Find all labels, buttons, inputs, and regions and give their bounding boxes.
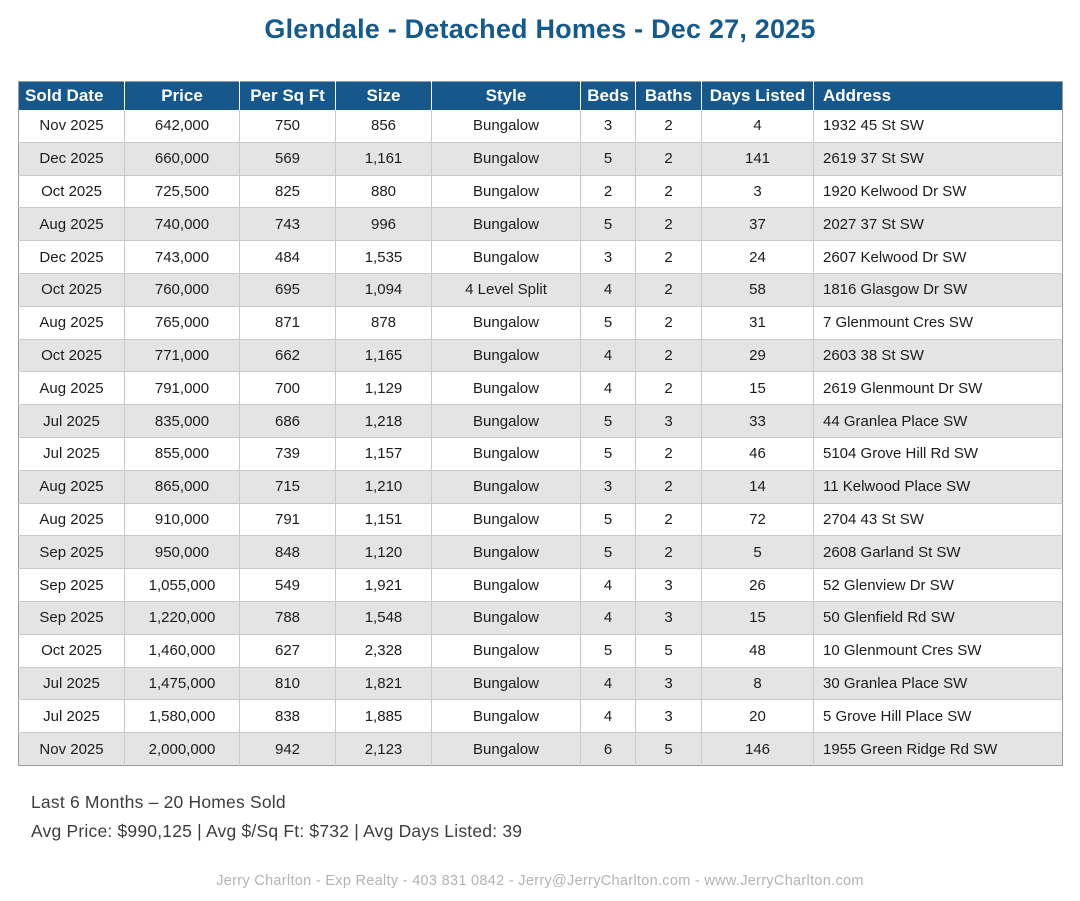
cell-days_listed: 15	[702, 372, 814, 405]
cell-sold_date: Jul 2025	[19, 405, 125, 438]
cell-days_listed: 26	[702, 569, 814, 602]
cell-sold_date: Sep 2025	[19, 601, 125, 634]
cell-baths: 2	[636, 536, 702, 569]
cell-price: 760,000	[125, 273, 240, 306]
cell-style: Bungalow	[432, 601, 581, 634]
cell-address: 2619 37 St SW	[814, 142, 1063, 175]
sales-table	[18, 81, 1063, 766]
cell-sold_date: Oct 2025	[19, 339, 125, 372]
cell-days_listed: 141	[702, 142, 814, 175]
cell-sold_date: Aug 2025	[19, 470, 125, 503]
cell-price: 835,000	[125, 405, 240, 438]
cell-beds: 4	[581, 601, 636, 634]
column-header-per_sq_ft: Per Sq Ft	[240, 82, 336, 110]
cell-days_listed: 4	[702, 110, 814, 143]
column-header-beds: Beds	[581, 82, 636, 110]
column-header-size: Size	[336, 82, 432, 110]
cell-beds: 3	[581, 241, 636, 274]
cell-address: 44 Granlea Place SW	[814, 405, 1063, 438]
cell-price: 1,580,000	[125, 700, 240, 733]
cell-per_sq_ft: 743	[240, 208, 336, 241]
cell-per_sq_ft: 825	[240, 175, 336, 208]
table-row	[19, 372, 1063, 405]
cell-size: 1,535	[336, 241, 432, 274]
cell-address: 2027 37 St SW	[814, 208, 1063, 241]
cell-days_listed: 48	[702, 634, 814, 667]
cell-sold_date: Dec 2025	[19, 241, 125, 274]
cell-beds: 5	[581, 503, 636, 536]
cell-days_listed: 14	[702, 470, 814, 503]
table-row	[19, 569, 1063, 602]
cell-style: Bungalow	[432, 241, 581, 274]
cell-beds: 4	[581, 339, 636, 372]
table-row	[19, 208, 1063, 241]
cell-beds: 4	[581, 372, 636, 405]
cell-address: 1955 Green Ridge Rd SW	[823, 740, 998, 758]
cell-per_sq_ft: 942	[240, 733, 336, 766]
cell-per_sq_ft: 750	[240, 110, 336, 143]
cell-size: 1,120	[336, 536, 432, 569]
cell-baths: 3	[636, 405, 702, 438]
table-row	[19, 241, 1063, 274]
cell-days_listed: 31	[702, 306, 814, 339]
cell-beds: 5	[581, 208, 636, 241]
cell-per_sq_ft: 715	[240, 470, 336, 503]
cell-beds: 3	[581, 470, 636, 503]
cell-sold_date: Nov 2025	[19, 733, 125, 766]
cell-size: 1,157	[336, 437, 432, 470]
cell-style: Bungalow	[432, 405, 581, 438]
cell-style: Bungalow	[432, 339, 581, 372]
cell-days_listed: 37	[702, 208, 814, 241]
table-row	[19, 306, 1063, 339]
column-header-price: Price	[125, 82, 240, 110]
cell-baths: 2	[636, 503, 702, 536]
column-header-days_listed: Days Listed	[702, 82, 814, 110]
table-row	[19, 601, 1063, 634]
cell-baths: 2	[636, 175, 702, 208]
cell-days_listed: 146	[702, 733, 814, 766]
summary-averages: Avg Price: $990,125 | Avg $/Sq Ft: $732 | Avg Days Listed: 39	[31, 820, 523, 841]
cell-price: 950,000	[125, 536, 240, 569]
report-page	[0, 14, 1080, 901]
cell-sold_date: Oct 2025	[19, 634, 125, 667]
table-row	[19, 503, 1063, 536]
cell-style: Bungalow	[432, 700, 581, 733]
cell-price: 1,460,000	[125, 634, 240, 667]
table-row	[19, 339, 1063, 372]
cell-address: 1816 Glasgow Dr SW	[814, 273, 1063, 306]
table-row	[19, 733, 1063, 766]
cell-per_sq_ft: 484	[240, 241, 336, 274]
cell-price: 2,000,000	[125, 733, 240, 766]
cell-style: Bungalow	[432, 503, 581, 536]
cell-address: 2704 43 St SW	[814, 503, 1063, 536]
cell-sold_date: Nov 2025	[19, 110, 125, 143]
table-row	[19, 700, 1063, 733]
cell-style: Bungalow	[432, 208, 581, 241]
cell-address: 10 Glenmount Cres SW	[814, 634, 1063, 667]
cell-price: 743,000	[125, 241, 240, 274]
cell-style: Bungalow	[432, 142, 581, 175]
cell-size: 1,218	[336, 405, 432, 438]
cell-beds: 3	[581, 110, 636, 143]
cell-size: 1,161	[336, 142, 432, 175]
cell-days_listed: 5	[702, 536, 814, 569]
cell-days_listed: 3	[702, 175, 814, 208]
cell-days_listed: 33	[702, 405, 814, 438]
cell-baths: 2	[636, 306, 702, 339]
cell-beds: 5	[581, 536, 636, 569]
table-row	[19, 470, 1063, 503]
table-row	[19, 634, 1063, 667]
cell-style: Bungalow	[432, 569, 581, 602]
cell-baths: 2	[636, 208, 702, 241]
cell-size: 1,094	[336, 273, 432, 306]
cell-sold_date: Aug 2025	[19, 208, 125, 241]
cell-sold_date: Oct 2025	[19, 175, 125, 208]
cell-size: 856	[336, 110, 432, 143]
summary-homes-sold: Last 6 Months – 20 Homes Sold	[31, 791, 286, 812]
cell-beds: 5	[581, 405, 636, 438]
cell-baths: 2	[636, 470, 702, 503]
cell-baths: 2	[636, 372, 702, 405]
cell-style: 4 Level Split	[432, 273, 581, 306]
cell-style: Bungalow	[432, 437, 581, 470]
cell-style: Bungalow	[432, 536, 581, 569]
cell-baths: 2	[636, 142, 702, 175]
cell-address: 1920 Kelwood Dr SW	[814, 175, 1063, 208]
cell-price: 660,000	[125, 142, 240, 175]
cell-size: 2,328	[336, 634, 432, 667]
cell-per_sq_ft: 627	[240, 634, 336, 667]
cell-size: 1,885	[336, 700, 432, 733]
cell-days_listed: 24	[702, 241, 814, 274]
cell-address: 1932 45 St SW	[814, 110, 1063, 143]
table-row	[19, 273, 1063, 306]
cell-price: 740,000	[125, 208, 240, 241]
cell-size: 1,165	[336, 339, 432, 372]
cell-style: Bungalow	[432, 634, 581, 667]
cell-price: 765,000	[125, 306, 240, 339]
footer-contact: Jerry Charlton - Exp Realty - 403 831 0842 - Jerry@JerryCharlton.com - www.JerryCharlton.com	[216, 872, 864, 889]
cell-beds: 4	[581, 700, 636, 733]
cell-sold_date: Sep 2025	[19, 536, 125, 569]
cell-price: 642,000	[125, 110, 240, 143]
cell-per_sq_ft: 700	[240, 372, 336, 405]
cell-address: 11 Kelwood Place SW	[814, 470, 1063, 503]
cell-price: 1,475,000	[125, 667, 240, 700]
cell-baths: 3	[636, 667, 702, 700]
cell-sold_date: Oct 2025	[19, 273, 125, 306]
cell-price: 855,000	[125, 437, 240, 470]
cell-per_sq_ft: 791	[240, 503, 336, 536]
cell-price: 865,000	[125, 470, 240, 503]
summary-block	[31, 788, 1080, 846]
table-row	[19, 175, 1063, 208]
cell-size: 1,921	[336, 569, 432, 602]
cell-sold_date: Aug 2025	[19, 372, 125, 405]
cell-days_listed: 46	[702, 437, 814, 470]
table-row	[19, 405, 1063, 438]
cell-beds: 5	[581, 142, 636, 175]
cell-beds: 4	[581, 667, 636, 700]
cell-per_sq_ft: 788	[240, 601, 336, 634]
cell-style: Bungalow	[432, 110, 581, 143]
table-row	[19, 536, 1063, 569]
cell-days_listed: 29	[702, 339, 814, 372]
cell-price: 1,055,000	[125, 569, 240, 602]
cell-per_sq_ft: 686	[240, 405, 336, 438]
cell-price: 725,500	[125, 175, 240, 208]
cell-address: 52 Glenview Dr SW	[814, 569, 1063, 602]
table-header-row	[19, 82, 1063, 110]
cell-style: Bungalow	[432, 175, 581, 208]
cell-style: Bungalow	[432, 470, 581, 503]
cell-sold_date: Sep 2025	[19, 569, 125, 602]
cell-price: 910,000	[125, 503, 240, 536]
cell-sold_date: Jul 2025	[19, 700, 125, 733]
cell-beds: 5	[581, 634, 636, 667]
cell-days_listed: 8	[702, 667, 814, 700]
cell-price: 1,220,000	[125, 601, 240, 634]
cell-baths: 3	[636, 601, 702, 634]
cell-price: 771,000	[125, 339, 240, 372]
cell-beds: 6	[581, 733, 636, 766]
cell-per_sq_ft: 695	[240, 273, 336, 306]
cell-days_listed: 20	[702, 700, 814, 733]
cell-size: 878	[336, 306, 432, 339]
cell-per_sq_ft: 569	[240, 142, 336, 175]
cell-size: 880	[336, 175, 432, 208]
cell-days_listed: 72	[702, 503, 814, 536]
table-row	[19, 110, 1063, 143]
cell-size: 1,129	[336, 372, 432, 405]
cell-baths: 5	[636, 733, 702, 766]
cell-style: Bungalow	[432, 372, 581, 405]
cell-price: 791,000	[125, 372, 240, 405]
cell-per_sq_ft: 810	[240, 667, 336, 700]
cell-beds: 5	[581, 437, 636, 470]
cell-days_listed: 15	[702, 601, 814, 634]
column-header-style: Style	[432, 82, 581, 110]
column-header-baths: Baths	[636, 82, 702, 110]
cell-sold_date: Jul 2025	[19, 667, 125, 700]
table-row	[19, 142, 1063, 175]
cell-sold_date: Jul 2025	[19, 437, 125, 470]
table-row	[19, 667, 1063, 700]
cell-beds: 4	[581, 569, 636, 602]
cell-size: 996	[336, 208, 432, 241]
cell-per_sq_ft: 871	[240, 306, 336, 339]
cell-sold_date: Aug 2025	[19, 503, 125, 536]
cell-address: 5 Grove Hill Place SW	[814, 700, 1063, 733]
cell-per_sq_ft: 662	[240, 339, 336, 372]
cell-per_sq_ft: 838	[240, 700, 336, 733]
cell-address: 7 Glenmount Cres SW	[814, 306, 1063, 339]
cell-address: 5104 Grove Hill Rd SW	[814, 437, 1063, 470]
table-row	[19, 437, 1063, 470]
cell-baths: 2	[636, 241, 702, 274]
page-title: Glendale - Detached Homes - Dec 27, 2025	[264, 14, 816, 44]
cell-address: 2608 Garland St SW	[814, 536, 1063, 569]
cell-size: 1,151	[336, 503, 432, 536]
cell-beds: 4	[581, 273, 636, 306]
cell-address: 2607 Kelwood Dr SW	[814, 241, 1063, 274]
cell-per_sq_ft: 848	[240, 536, 336, 569]
cell-size: 2,123	[336, 733, 432, 766]
cell-sold_date: Dec 2025	[19, 142, 125, 175]
cell-baths: 2	[636, 437, 702, 470]
cell-style: Bungalow	[432, 306, 581, 339]
cell-size: 1,210	[336, 470, 432, 503]
cell-style: Bungalow	[432, 733, 581, 766]
cell-baths: 5	[636, 634, 702, 667]
column-header-address: Address	[814, 82, 1063, 110]
cell-per_sq_ft: 739	[240, 437, 336, 470]
cell-baths: 2	[636, 339, 702, 372]
column-header-sold_date: Sold Date	[19, 82, 125, 110]
cell-address: 2603 38 St SW	[814, 339, 1063, 372]
cell-baths: 2	[636, 110, 702, 143]
cell-baths: 2	[636, 273, 702, 306]
cell-sold_date: Aug 2025	[19, 306, 125, 339]
cell-size: 1,821	[336, 667, 432, 700]
cell-per_sq_ft: 549	[240, 569, 336, 602]
cell-baths: 3	[636, 700, 702, 733]
cell-size: 1,548	[336, 601, 432, 634]
cell-address: 30 Granlea Place SW	[814, 667, 1063, 700]
cell-address: 50 Glenfield Rd SW	[814, 601, 1063, 634]
cell-baths: 3	[636, 569, 702, 602]
cell-beds: 2	[581, 175, 636, 208]
cell-style: Bungalow	[432, 667, 581, 700]
cell-address: 2619 Glenmount Dr SW	[814, 372, 1063, 405]
cell-days_listed: 58	[702, 273, 814, 306]
cell-beds: 5	[581, 306, 636, 339]
